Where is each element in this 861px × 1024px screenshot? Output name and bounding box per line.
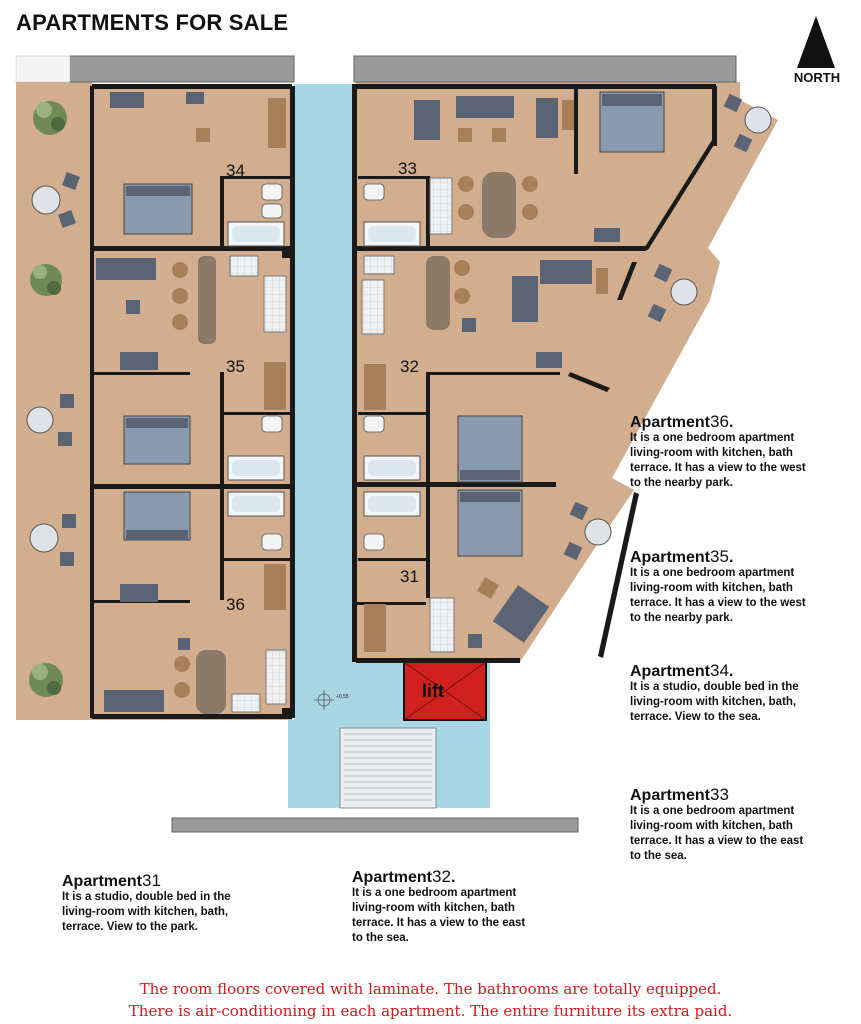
east-roof-edge bbox=[354, 56, 736, 82]
unit-31-label: 31 bbox=[400, 567, 419, 586]
plant-icon bbox=[33, 101, 67, 135]
unit-33-label: 33 bbox=[398, 159, 417, 178]
apartment-35-description: Apartment35. It is a one bedroom apartment living-room with kitchen, bath terrace. It has a view to the west to the nearby park. bbox=[630, 547, 806, 624]
apartment-32-description: Apartment32. It is a one bedroom apartment living-room with kitchen, bath terrace. It has a view to the east to the sea. bbox=[352, 867, 526, 944]
west-terrace bbox=[16, 82, 92, 720]
apartment-34-description: Apartment34. It is a studio, double bed in the living-room with kitchen, bath, terrace. View to the sea. bbox=[630, 661, 799, 723]
page-title: APARTMENTS FOR SALE bbox=[16, 10, 289, 35]
lift-label: lift bbox=[422, 681, 444, 701]
unit-35-label: 35 bbox=[226, 357, 245, 376]
plant-icon bbox=[30, 264, 62, 296]
note-line-2: There is air-conditioning in each apartment. The entire furniture its extra paid. bbox=[128, 1002, 733, 1020]
apartment-31-description: Apartment31 It is a studio, double bed in the living-room with kitchen, bath, terrace. View to the park. bbox=[62, 871, 231, 933]
apartment-33-description: Apartment33 It is a one bedroom apartment living-room with kitchen, bath terrace. It has a view to the east to the sea. bbox=[630, 785, 804, 862]
south-roof-edge bbox=[172, 818, 578, 832]
stairs bbox=[340, 728, 436, 808]
unit-32-label: 32 bbox=[400, 357, 419, 376]
apartment-36-description: Apartment36. It is a one bedroom apartment living-room with kitchen, bath terrace. It has a view to the west to the nearby park. bbox=[630, 412, 806, 489]
unit-36-label: 36 bbox=[226, 595, 245, 614]
note-line-1: The room floors covered with laminate. The bathrooms are totally equipped. bbox=[139, 980, 722, 998]
north-label: NORTH bbox=[793, 70, 841, 85]
elevation-label: +0,55 bbox=[336, 694, 349, 700]
plant-icon bbox=[29, 663, 63, 697]
west-roof-edge bbox=[70, 56, 294, 82]
unit-34-label: 34 bbox=[226, 161, 245, 180]
west-block-floor bbox=[92, 88, 292, 720]
